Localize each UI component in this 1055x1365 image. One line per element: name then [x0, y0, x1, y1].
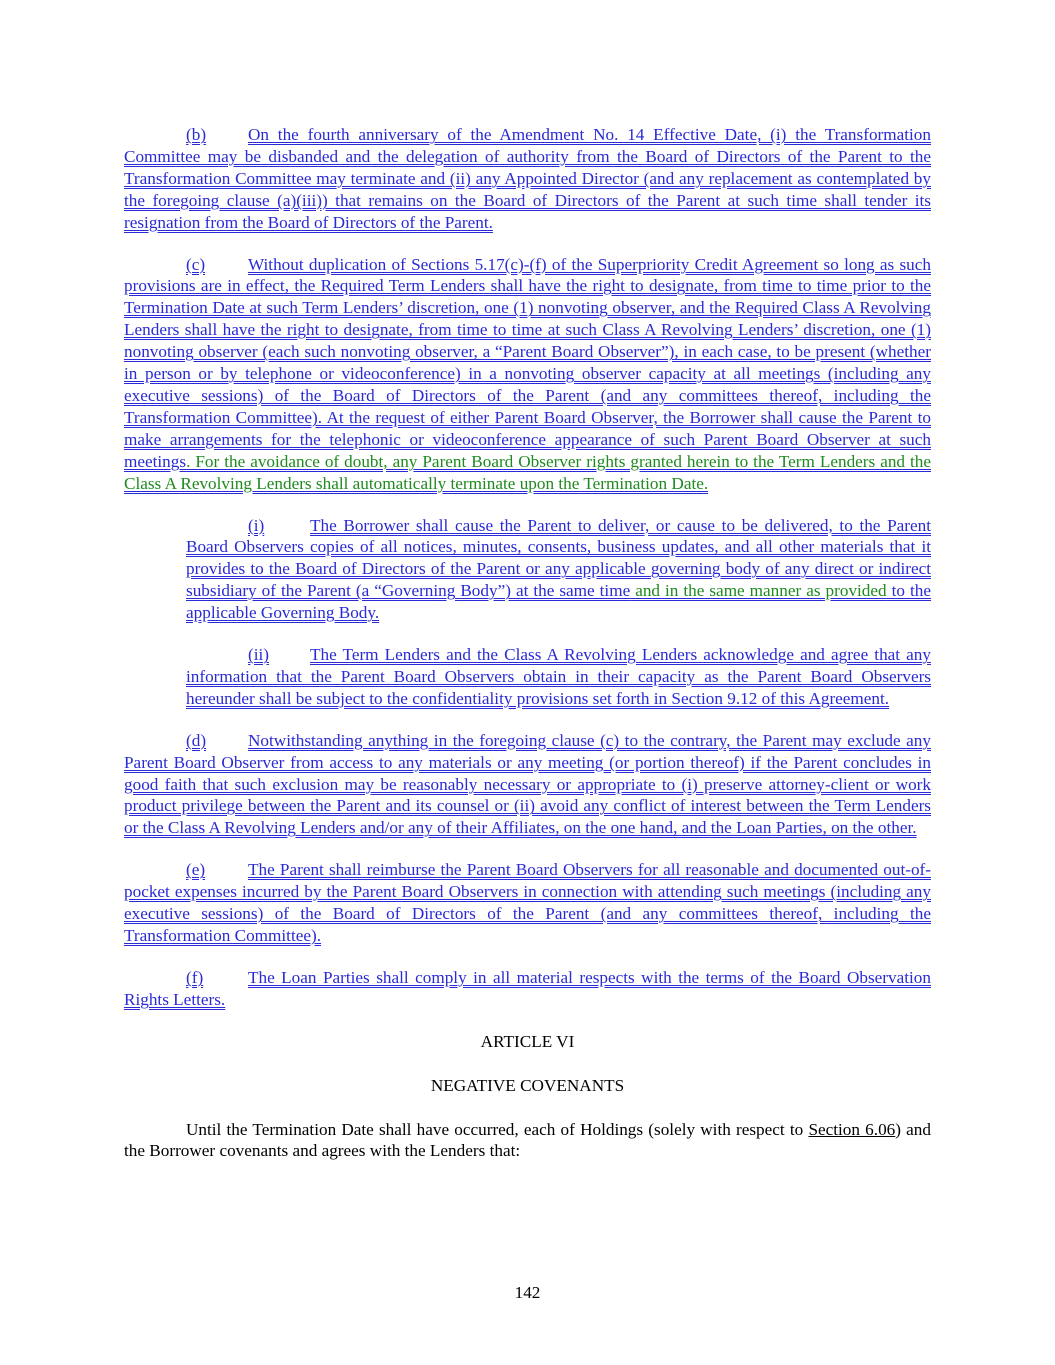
paragraph-e-text: The Parent shall reimburse the Parent Board Observers for all reasonable and documented out-of-pocket expenses incurred by the Parent Board Observers in connection with attending such meetings (including any executive sessions) of the Board of Directors of the Parent (and any committees thereof, including the Transformation Committee).: [124, 860, 931, 945]
paragraph-d-text: Notwithstanding anything in the foregoing clause (c) to the contrary, the Parent may exclude any Parent Board Observer from access to any materials or any meeting (or portion thereof) if the Parent concludes in good faith that such exclusion may be reasonably necessary or appropriate to (i) preserve attorney-client or work product privilege between the Parent and its counsel or (ii) avoid any conflict of interest between the Term Lenders or the Class A Revolving Lenders and/or any of their Affiliates, on the one hand, and the Loan Parties, on the other.: [124, 730, 931, 838]
paragraph-d-label: (d): [186, 730, 207, 750]
paragraph-c-ii: [186, 644, 931, 710]
paragraph-b-label: (b): [186, 125, 207, 144]
paragraph-b-text: On the fourth anniversary of the Amendment No. 14 Effective Date, (i) the Transformation Committee may be disbanded and the delegation of authority from the Board of Directors of the Parent to the Transformation Committee may terminate and (ii) any Appointed Director (and any replacement as contemplated by the foregoing clause (a)(iii)) that remains on the Board of Directors of the Parent at such time shall tender its resignation from the Board of Directors of the Parent.: [124, 125, 931, 232]
article-number: ARTICLE VI: [480, 1031, 575, 1051]
paragraph-f: [124, 967, 931, 1011]
paragraph-c-ii-text: The Term Lenders and the Class A Revolving Lenders acknowledge and agree that any information that the Parent Board Observers obtain in their capacity as the Parent Board Observers hereunder shall be subject to the confidentiality provisions set forth in Section 9.12 of this Agreement.: [186, 645, 931, 708]
paragraph-f-label: (f): [186, 967, 204, 987]
article-title: NEGATIVE COVENANTS: [430, 1075, 625, 1095]
paragraph-d: [124, 730, 931, 840]
article-intro: [124, 1119, 931, 1163]
paragraph-c-ii-label: (ii): [248, 645, 269, 665]
paragraph-c-i-moved-text: and in the same manner as provided: [630, 581, 887, 601]
paragraph-e: [124, 859, 931, 947]
page-number: 142: [514, 1283, 541, 1302]
page-content: [124, 124, 931, 1182]
paragraph-c-i-label: (i): [248, 515, 265, 535]
paragraph-c-text: Without duplication of Sections 5.17(c)-(f) of the Superpriority Credit Agreement so long as such provisions are in effect, the Required Term Lenders shall have the right to designate, from time to time prior to the Termination Date at such Term Lenders’ discretion, one (1) nonvoting observer, and the Required Class A Revolving Lenders shall have the right to designate, from time to time at such Class A Revolving Lenders’ discretion, one (1) nonvoting observer (each such nonvoting observer, a “Parent Board Observer”), in each case, to be present (whether in person or by telephone or videoconference) in a nonvoting observer capacity at all meetings (including any executive sessions) of the Board of Directors of the Parent (and any committees thereof, including the Transformation Committee). At the request of either Parent Board Observer, the Borrower shall cause the Parent to make arrangements for the telephonic or videoconference appearance of such Parent Board Observer at such meetings: [124, 254, 931, 471]
article-intro-text: Until the Termination Date shall have occurred, each of Holdings (solely with respect to: [186, 1119, 809, 1139]
paragraph-b: [124, 124, 931, 234]
section-reference: Section 6.06: [808, 1119, 896, 1139]
paragraph-f-text: The Loan Parties shall comply in all material respects with the terms of the Board Observation Rights Letters.: [124, 967, 931, 1009]
paragraph-c-i-text-end: to the applicable Governing Body.: [186, 581, 932, 623]
paragraph-c-i: [186, 515, 931, 625]
paragraph-c-i-text: The Borrower shall cause the Parent to deliver, or cause to be delivered, to the Parent Board Observers copies of all notices, minutes, consents, business updates, and all other materials that it provides to the Board of Directors of the Parent or any applicable governing body of any direct or indirect subsidiary of the Parent (a “Governing Body”) at the same time: [186, 515, 931, 601]
paragraph-c: [124, 254, 931, 495]
paragraph-c-moved-text: . For the avoidance of doubt, any Parent Board Observer rights granted herein to the Term Lenders and the Class A Revolving Lenders shall automatically terminate upon the Termination Date.: [124, 451, 931, 493]
paragraph-e-label: (e): [186, 860, 206, 880]
paragraph-c-label: (c): [186, 254, 206, 274]
article-intro-text-end: ) and the Borrower covenants and agrees with the Lenders that:: [124, 1119, 931, 1161]
